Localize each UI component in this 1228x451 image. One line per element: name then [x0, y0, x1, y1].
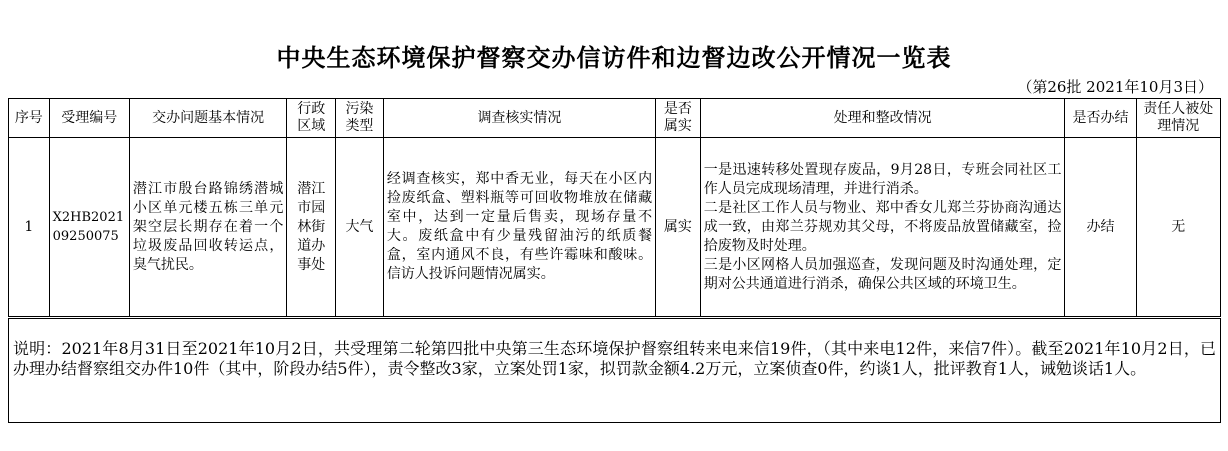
page-title: 中央生态环境保护督察交办信访件和边督边改公开情况一览表 — [276, 44, 952, 72]
cell-accountability: 无 — [1136, 138, 1220, 317]
rectification-item-1: 一是迅速转移处置现存废品，9月28日，专班会同社区工作人员完成现场清理，并进行消杀。 — [703, 161, 1062, 197]
cell-pollution-type: 大气 — [336, 138, 384, 317]
cell-rectification — [700, 138, 1065, 317]
header-accountability: 责任人被处理情况 — [1136, 99, 1220, 138]
header-pollution-type: 污染类型 — [336, 99, 384, 138]
header-issue: 交办问题基本情况 — [129, 99, 286, 138]
table-row — [9, 138, 1221, 317]
header-completed: 是否办结 — [1065, 99, 1136, 138]
rectification-item-3: 三是小区网格人员加强巡查，发现问题及时沟通处理，定期对公共通道进行消杀，确保公共区域的环境卫生。 — [703, 256, 1062, 292]
header-is-true: 是否属实 — [656, 99, 701, 138]
cell-region: 潜江市园林街道办事处 — [287, 138, 336, 317]
batch-info: （第26批 2021年10月3日） — [1017, 78, 1213, 96]
disclosure-table — [8, 98, 1221, 317]
cell-completed: 办结 — [1065, 138, 1136, 317]
header-investigation: 调查核实情况 — [383, 99, 655, 138]
header-rectification: 处理和整改情况 — [700, 99, 1065, 138]
cell-accept-no: X2HB202109250075 — [49, 138, 129, 317]
header-accept-no: 受理编号 — [49, 99, 129, 138]
summary-note: 说明：2021年8月31日至2021年10月2日，共受理第二轮第四批中央第三生态环境保护督察组转来电来信19件，（其中来电12件，来信7件）。截至2021年10月2日，已办理办结督察组交办件10件（其中，阶段办结5件），责令整改3家，立案处罚1家，拟罚款金额4.2万元，立案侦查0件，约谈1人，批评教育1人，诫勉谈话1人。 — [8, 318, 1221, 423]
cell-is-true: 属实 — [656, 138, 701, 317]
cell-seq: 1 — [9, 138, 50, 317]
table-header-row — [9, 99, 1221, 138]
cell-issue: 潜江市殷台路锦绣潜城小区单元楼五栋三单元架空层长期存在着一个垃圾废品回收转运点，臭气扰民。 — [129, 138, 286, 317]
header-seq: 序号 — [9, 99, 50, 138]
header-region: 行政区域 — [287, 99, 336, 138]
cell-investigation: 经调查核实，郑中香无业，每天在小区内捡废纸盒、塑料瓶等可回收物堆放在储藏室中，达到一定量后售卖，现场存量不大。废纸盒中有少量残留油污的纸质餐盒，室内通风不良，有些许霉味和酸味。信访人投诉问题情况属实。 — [383, 138, 655, 317]
rectification-item-2: 二是社区工作人员与物业、郑中香女儿郑兰芬协商沟通达成一致，由郑兰芬规劝其父母，不将废品放置储藏室，捡拾废物及时处理。 — [703, 199, 1062, 254]
